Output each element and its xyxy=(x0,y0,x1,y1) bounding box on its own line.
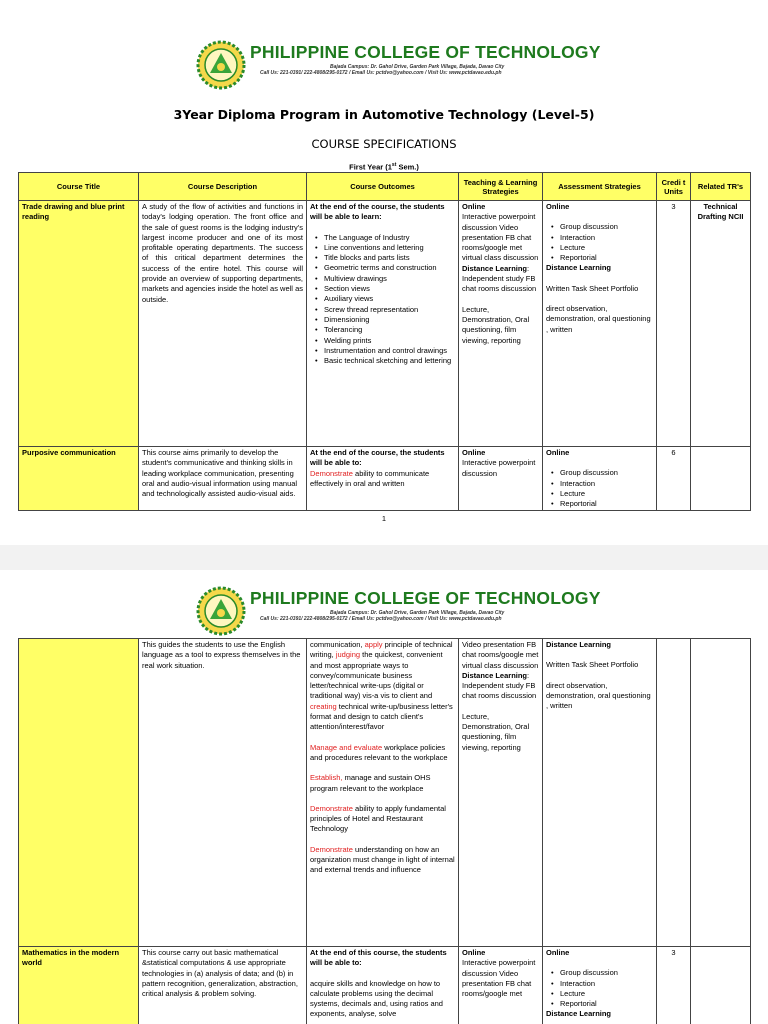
course-outcomes-cell: At the end of the course, the students will be able to: Demonstrate ability to communicate effectively in oral and written xyxy=(307,447,459,511)
assessment-strategies-cell: Online • Group discussion • Interaction • Lecture • Reportorial xyxy=(543,447,657,511)
teaching-strategies-cell: Online Interactive powerpoint discussion Video presentation FB chat rooms/google met virtual class discussion Distance Learning: Independent study FB chat rooms discussion Lecture, Demonstration, Oral questioning, film viewing, reporting xyxy=(459,201,543,447)
table-row xyxy=(19,947,751,1024)
assessment-strategies-cell: Online • Group discussion • Interaction • Lecture • Reportorial Distance Learning Written Task Sheet Portfolio direct observation, demonstration, oral questioning , written xyxy=(543,201,657,447)
col-header-related-trs: Related TR's xyxy=(691,173,751,201)
assessment-strategies-cell: Online • Group discussion • Interaction • Lecture • Reportorial Distance Learning xyxy=(543,947,657,1024)
col-header-credit-units: Credi t Units xyxy=(657,173,691,201)
outcome-paragraph: Establish, manage and sustain OHS program relevant to the workplace xyxy=(310,773,431,793)
teaching-strategies-cell: Online Interactive powerpoint discussion Video presentation FB chat rooms/google met xyxy=(459,947,543,1024)
page-gap xyxy=(0,545,768,570)
table-row xyxy=(19,201,751,447)
course-title-cell: Trade drawing and blue print reading xyxy=(19,201,139,447)
col-header-course-description: Course Description xyxy=(139,173,307,201)
list-item: • Welding prints xyxy=(310,336,455,346)
list-item: • Group discussion xyxy=(546,222,653,232)
list-item: • Interaction xyxy=(546,979,653,989)
course-outcomes-cell: At the end of the course, the students will be able to learn: • The Language of Industry • Line conventions and lettering • Title blocks and parts lists • Geometric terms and construction • Multiview drawings • Section views • Auxiliary views • Screw thread representation • Dimensioning • Tolerancing • Welding prints • Instrumentation and control drawings • Basic technical sketching and lettering xyxy=(307,201,459,447)
teaching-strategies-cell: Online Interactive powerpoint discussion xyxy=(459,447,543,511)
school-name: PHILIPPINE COLLEGE OF TECHNOLOGY xyxy=(250,42,601,62)
assessment-list xyxy=(546,468,653,509)
list-item: • Auxiliary views xyxy=(310,294,455,304)
list-item: • Instrumentation and control drawings xyxy=(310,346,455,356)
assessment-list xyxy=(546,968,653,1009)
list-item: • Section views xyxy=(310,284,455,294)
list-item: • Multiview drawings xyxy=(310,274,455,284)
table-header-row xyxy=(19,173,751,201)
course-description-cell: This course carry out basic mathematical &statistical computations & use appropriate technologies in (a) analysis of data; and (b) in pattern recognition, generalization, abstraction, critical analysis & problem solving. xyxy=(139,947,307,1024)
school-contact: Call Us: 221-0391/ 222-4808/295-0172 / Email Us: pctdvo@yahoo.com / Visit Us: www.pctdavao.edu.ph xyxy=(260,616,502,622)
col-header-course-title: Course Title xyxy=(19,173,139,201)
list-item: • Reportorial xyxy=(546,499,653,509)
assessment-list xyxy=(546,222,653,263)
outcome-paragraph: Demonstrate understanding on how an organization must change in light of internal and external trends and influence xyxy=(310,844,455,875)
course-outcomes-cell xyxy=(307,639,459,947)
list-item: • Group discussion xyxy=(546,468,653,478)
outcome-paragraph: communication, apply principle of technical writing, judging the quickest, convenient and most appropriate ways to convey/communicate business letter/technical write-ups (digital or traditional way) vis-a vis to client and creating technical write-up/business letter's format and design to catch client's attention/interest/favor xyxy=(310,640,453,732)
page-header xyxy=(0,36,768,96)
school-address: Bajada Campus: Dr. Gahol Drive, Garden Park Village, Bajada, Davao City xyxy=(330,610,505,616)
list-item: • Screw thread representation xyxy=(310,305,455,315)
course-description-cell: A study of the flow of activities and functions in today's lodging operation. The front office and the sale of guest rooms is the lodging industry's largest income producer and one of its most profitable operating departments. The success of this critical department determines the success of the entire hotel. This course will provide an overview of supporting departments, markets and agencies inside the hotel as well as outside. xyxy=(139,201,307,447)
school-contact: Call Us: 221-0391/ 222-4808/295-0172 / Email Us: pctdvo@yahoo.com / Visit Us: www.pctdavao.edu.ph xyxy=(260,70,502,76)
list-item: • Title blocks and parts lists xyxy=(310,253,455,263)
course-title-cell: Purposive communication xyxy=(19,447,139,511)
outcome-paragraph: Manage and evaluate workplace policies and procedures relevant to the workplace xyxy=(310,742,448,762)
list-item: • The Language of Industry xyxy=(310,233,455,243)
outcomes-list xyxy=(310,233,455,367)
credit-units-cell: 3 xyxy=(657,947,691,1024)
course-title-cell: Mathematics in the modern world xyxy=(19,947,139,1024)
list-item: • Group discussion xyxy=(546,968,653,978)
list-item: • Tolerancing xyxy=(310,325,455,335)
page-header xyxy=(0,582,768,642)
list-item: • Interaction xyxy=(546,233,653,243)
list-item: • Reportorial xyxy=(546,999,653,1009)
list-item: • Dimensioning xyxy=(310,315,455,325)
page-number: 1 xyxy=(381,514,387,523)
list-item: • Lecture xyxy=(546,989,653,999)
col-header-assessment: Assessment Strategies xyxy=(543,173,657,201)
course-spec-table xyxy=(18,172,751,511)
outcome-paragraph: Demonstrate ability to apply fundamental principles of Hotel and Restaurant Technology xyxy=(310,803,446,834)
course-description-cell: This course aims primarily to develop the student's communicative and thinking skills in leading workplace communication, presenting oral and audio-visual information using manual and technologically assisted audio-visual aids. xyxy=(139,447,307,511)
course-spec-table-continued xyxy=(18,638,751,1024)
col-header-teaching: Teaching & Learning Strategies xyxy=(459,173,543,201)
spec-title: COURSE SPECIFICATIONS xyxy=(311,137,457,151)
related-trs-cell: Technical Drafting NCII xyxy=(691,201,751,447)
related-trs-cell xyxy=(691,947,751,1024)
list-item: • Geometric terms and construction xyxy=(310,263,455,273)
document-page-2 xyxy=(0,570,768,1024)
col-header-course-outcomes: Course Outcomes xyxy=(307,173,459,201)
school-name: PHILIPPINE COLLEGE OF TECHNOLOGY xyxy=(250,588,601,608)
course-title-cell xyxy=(19,639,139,947)
course-description-cell: This guides the students to use the English language as a tool to express themselves in the real work situation. xyxy=(139,639,307,947)
table-row xyxy=(19,639,751,947)
college-seal-logo xyxy=(196,586,246,636)
credit-units-cell: 3 xyxy=(657,201,691,447)
course-outcomes-cell: At the end of this course, the students will be able to: acquire skills and knowledge on how to calculate problems using the decimal systems, decimals and, using ratios and exponents, analyse, solve xyxy=(307,947,459,1024)
teaching-strategies-cell: Video presentation FB chat rooms/google met virtual class discussion Distance Learning: Independent study FB chat rooms discussion Lecture, Demonstration, Oral questioning, film viewing, reporting xyxy=(459,639,543,947)
related-trs-cell xyxy=(691,447,751,511)
semester-title: First Year (1st Sem.) xyxy=(349,162,419,172)
list-item: • Lecture xyxy=(546,243,653,253)
credit-units-cell: 6 xyxy=(657,447,691,511)
list-item: • Lecture xyxy=(546,489,653,499)
college-seal-logo xyxy=(196,40,246,90)
list-item: • Line conventions and lettering xyxy=(310,243,455,253)
list-item: • Interaction xyxy=(546,479,653,489)
list-item: • Basic technical sketching and lettering xyxy=(310,356,455,366)
assessment-strategies-cell: Distance Learning Written Task Sheet Portfolio direct observation, demonstration, oral questioning , written xyxy=(543,639,657,947)
credit-units-cell xyxy=(657,639,691,947)
table-row xyxy=(19,447,751,511)
program-title: 3Year Diploma Program in Automotive Technology (Level-5) xyxy=(173,107,595,122)
school-address: Bajada Campus: Dr. Gahol Drive, Garden Park Village, Bajada, Davao City xyxy=(330,64,505,70)
list-item: • Reportorial xyxy=(546,253,653,263)
related-trs-cell xyxy=(691,639,751,947)
